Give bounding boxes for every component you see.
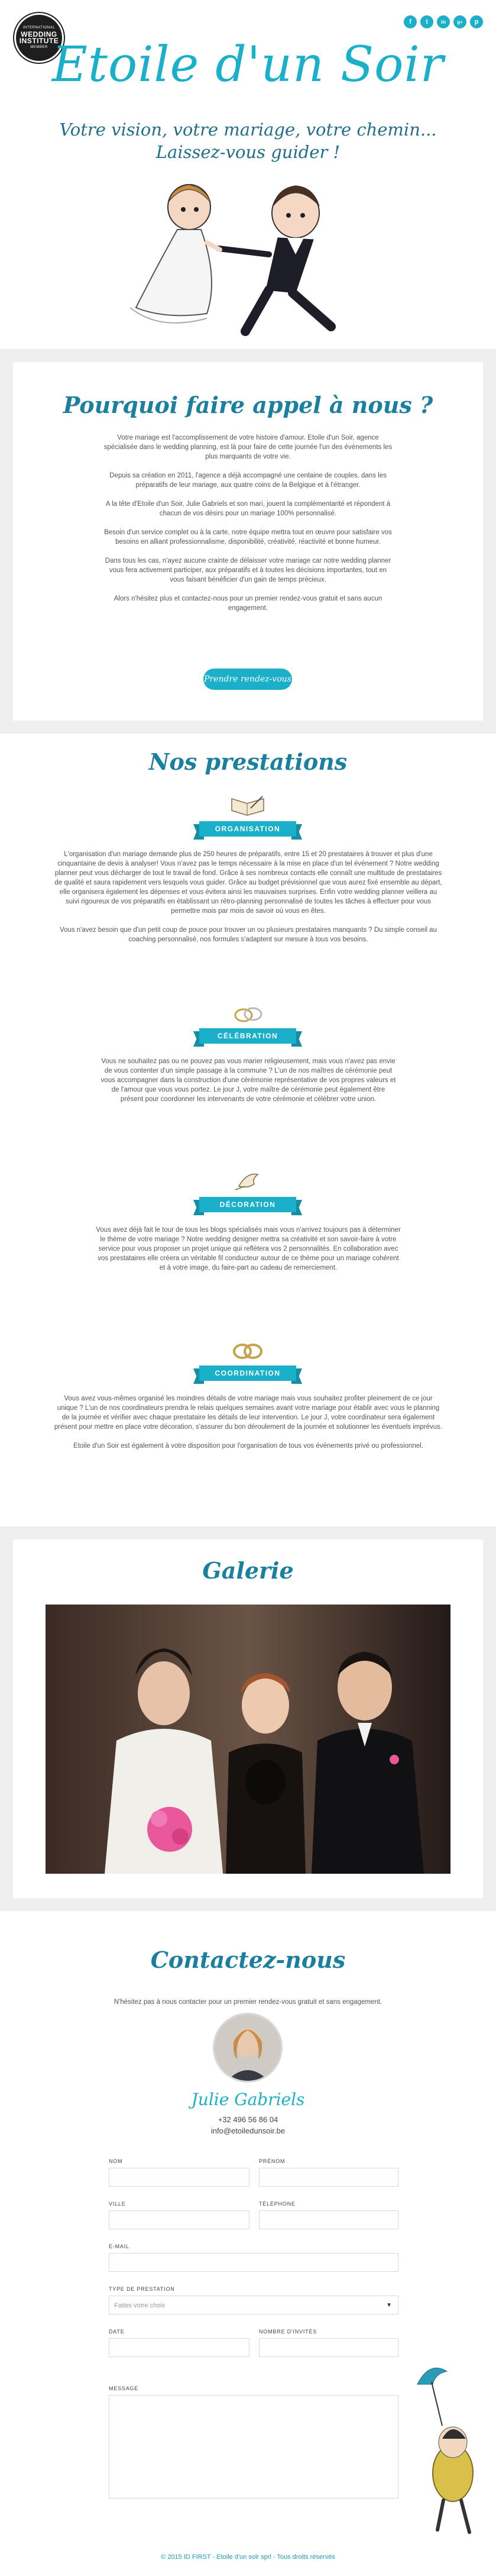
why-paragraph: Depuis sa création en 2011, l'agence a déjà accompagné une centaine de couples, dans les préparatifs de leur mariage, aux quatre coins de la Belgique et à l'étranger.	[109, 472, 387, 489]
why-title: Pourquoi faire appel à nous ?	[63, 392, 433, 418]
label-email: E-MAIL	[109, 2243, 129, 2249]
label-telephone: TÉLÉPHONE	[259, 2201, 296, 2207]
ribbon-label: ORGANISATION	[199, 821, 296, 837]
label-nom: NOM	[109, 2158, 123, 2164]
appointment-button[interactable]: Prendre rendez-vous	[203, 669, 292, 690]
service-paragraph: Vous ne souhaitez pas ou ne pouvez pas vous marier religieusement, mais vous n'avez pas envie de vous contenter d'un simple passage à la commune ? L'un de nos maîtres de cérémonie peut vous accompagner dans la construction d'une cérémonie représentative de vos propres valeurs et de l'amour que vous vous portez. Le jour J, votre maître de cérémonie peut également être présent pour coordonner les intervenants de votre cérémonie et célébrer votre union.	[101, 1058, 396, 1103]
site-title: Etoile d'un Soir	[52, 37, 444, 93]
wedding-rings-icon	[227, 1000, 268, 1026]
why-card	[13, 362, 483, 721]
service-text	[101, 1057, 396, 1113]
tagline	[0, 118, 496, 163]
services-title: Nos prestations	[148, 748, 348, 775]
tagline-line1: Votre vision, votre mariage, votre chemin...	[59, 120, 437, 140]
ribbon-label: DÉCORATION	[199, 1197, 296, 1212]
logo-line1: INTERNATIONAL	[22, 26, 56, 30]
email-field[interactable]	[109, 2253, 398, 2272]
type-select-value: Faites votre choix	[114, 2302, 166, 2309]
service-paragraph: Vous avez vous-mêmes organisé les moindres détails de votre mariage mais vous souhaitez profiter pleinement de ce jour unique ? L'un de nos coordinateurs prendra le relais quelques semaines avant votre mariage pour établir avec vous le planning de la journée et vérifier avec chaque prestataire les détails de leur intervention. Le jour J, votre coordinateur sera également présent pour mettre en place votre décoration, s'assurer du bon déroulement de la journée et solutionner les éventuels imprévus.	[54, 1395, 443, 1431]
invites-field[interactable]	[259, 2338, 398, 2357]
interlocked-rings-icon	[227, 1337, 268, 1363]
ribbon-decoration	[193, 1197, 302, 1212]
why-paragraph: Votre mariage est l'accomplissement de votre histoire d'amour. Etoile d'un Soir, agence spécialisée dans le wedding planning, est là pour faire de cette journée l'un des événements les plus marquants de votre vie.	[103, 434, 393, 460]
nom-field[interactable]	[109, 2168, 249, 2187]
label-date: DATE	[109, 2329, 125, 2335]
contact-phone[interactable]: +32 496 56 86 04	[218, 2115, 278, 2124]
contact-title: Contactez-nous	[150, 1946, 346, 1973]
telephone-field[interactable]	[259, 2210, 398, 2229]
facebook-icon[interactable]: f	[404, 15, 417, 28]
dove-icon	[227, 1168, 268, 1195]
twitter-icon[interactable]: t	[420, 15, 433, 28]
site-header	[0, 0, 496, 349]
service-text	[95, 1225, 402, 1282]
gallery-section	[0, 1526, 496, 1911]
planner-book-icon	[227, 793, 268, 819]
service-paragraph: L'organisation d'un mariage demande plus de 250 heures de préparatifs, entre 15 et 20 prestataires à trouver et plus d'une cinquantaine de devis à analyser! Vous n'avez pas le temps nécessaire à la mise en place d'un tel événement ? Notre wedding planner peut vous décharger de tout le travail de fond. Grâce à ses nombreux contacts elle connaît une multitude de prestataires de qualité et saura rapidement vers lesquels vous guider. Grâce au budget prévisionnel que vous aurez fixé ensemble au départ, elle organisera également les dépenses et vous évitera ainsi les mauvaises surprises. Enfin votre wedding planner veillera au suivi rigoureux de vos préparatifs en établissant un rétro-planning personnalisé de toutes les tâches à effectuer pour vous permettre mois par mois de savoir où vous en êtes.	[54, 851, 442, 915]
why-section	[0, 349, 496, 734]
label-invites: NOMBRE D'INVITÉS	[259, 2329, 317, 2335]
googleplus-icon[interactable]: g+	[453, 15, 466, 28]
ribbon-coordination	[193, 1366, 302, 1381]
contact-intro: N'hésitez pas à nous contacter pour un premier rendez-vous gratuit et sans engagement.	[114, 1999, 382, 2006]
prenom-field[interactable]	[259, 2168, 398, 2187]
contact-email[interactable]: info@etoiledunsoir.be	[210, 2126, 286, 2135]
why-paragraph: A la tête d'Etoile d'un Soir, Julie Gabriels et son mari, jouent la complémentarité et répondent à chacun de vos désirs pour un mariage 100% personnalisé.	[105, 501, 391, 517]
gallery-card	[13, 1539, 483, 1898]
logo-line2: WEDDING	[21, 30, 57, 38]
contact-name: Julie Gabriels	[191, 2090, 305, 2109]
ribbon-organisation	[193, 821, 302, 837]
tagline-line2: Laissez-vous guider !	[155, 142, 341, 162]
ribbon-label: COORDINATION	[199, 1366, 296, 1381]
ribbon-label: CÉLÉBRATION	[199, 1028, 296, 1044]
gallery-photo[interactable]	[46, 1605, 450, 1874]
ville-field[interactable]	[109, 2210, 249, 2229]
avatar	[213, 2013, 283, 2083]
contact-section	[0, 1911, 496, 2576]
logo-line4: MEMBER	[30, 46, 48, 49]
footer-copyright: © 2015 ID FIRST - Etoile d'un soir sprl - Tous droits réservés	[161, 2554, 335, 2561]
why-paragraph: Besoin d'un service complet ou à la carte, notre équipe mettra tout en œuvre pour satisfaire vos besoins en alliant professionnalisme, disponibilité, créativité, réactivité et bonne humeur.	[104, 529, 392, 545]
chevron-down-icon: ▼	[386, 2302, 392, 2309]
label-message: MESSAGE	[109, 2385, 139, 2391]
type-select[interactable]	[109, 2296, 398, 2314]
umbrella-character-illustration	[411, 2361, 482, 2538]
service-text	[53, 850, 443, 954]
social-links	[404, 15, 483, 28]
why-body	[102, 433, 394, 622]
couple-illustration	[118, 172, 390, 343]
message-textarea[interactable]	[109, 2395, 398, 2498]
ribbon-celebration	[193, 1028, 302, 1044]
services-section	[0, 734, 496, 1526]
pinterest-icon[interactable]: p	[470, 15, 483, 28]
service-text	[53, 1394, 443, 1460]
gallery-title: Galerie	[202, 1557, 294, 1584]
why-paragraph: Dans tous les cas, n'ayez aucune crainte de délaisser votre mariage car notre wedding planner vous fera activement participer, aux préparatifs et à toutes les décisions importantes, tout en vous faisant bénéficier d'un gain de temps précieux.	[105, 557, 391, 583]
label-type: TYPE DE PRESTATION	[109, 2286, 175, 2292]
linkedin-icon[interactable]: in	[437, 15, 450, 28]
service-paragraph: Vous n'avez besoin que d'un petit coup de pouce pour trouver un ou plusieurs prestataires manquants ? Du simple conseil au coaching personnalisé, nos formules s'adaptent sur mesure à tous vos besoins.	[60, 927, 437, 943]
why-paragraph: Alors n'hésitez plus et contactez-nous pour un premier rendez-vous gratuit et sans aucun engagement.	[114, 595, 382, 612]
date-field[interactable]	[109, 2338, 249, 2357]
logo-line3: INSTITUTE	[19, 37, 59, 45]
service-paragraph: Etoile d'un Soir est également à votre disposition pour l'organisation de tous vos événements privé ou professionnel.	[73, 1442, 423, 1450]
service-paragraph: Vous avez déjà fait le tour de tous les blogs spécialisés mais vous n'arrivez toujours pas à déterminer le thème de votre mariage ? Notre wedding designer mettra sa créativité et son savoir-faire à votre service pour vous proposer un projet unique qui reflètera vos 2 personnalités. En collaboration avec vos prestataires elle créera un véritable fil conducteur autour de ce thème pour un mariage cohérent et à votre image, du faire-part au cadeau de remerciement.	[96, 1226, 401, 1271]
label-prenom: PRÉNOM	[259, 2158, 286, 2164]
label-ville: VILLE	[109, 2201, 126, 2207]
